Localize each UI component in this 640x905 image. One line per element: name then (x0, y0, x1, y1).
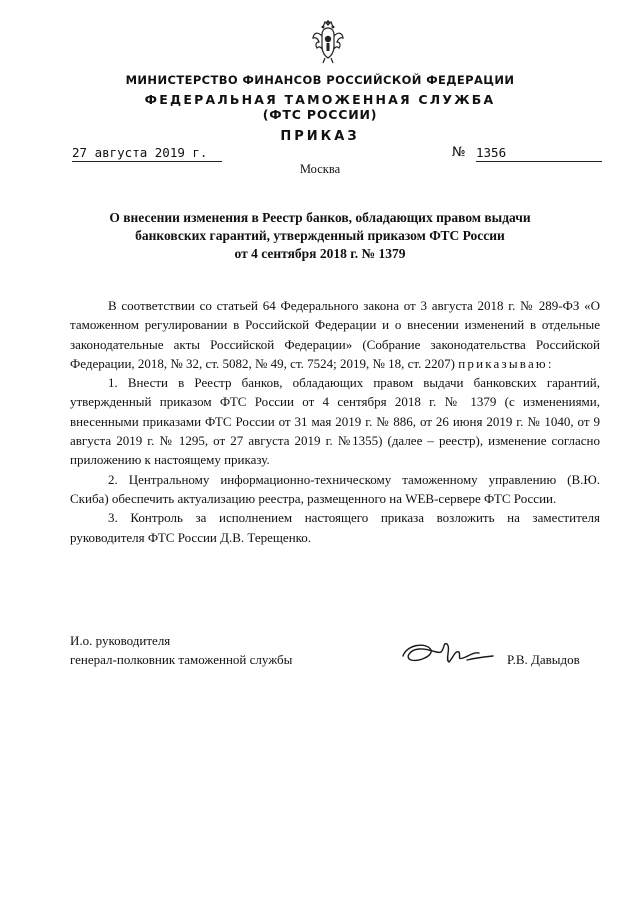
signer-position-line2: генерал-полковник таможенной службы (70, 652, 293, 667)
handwritten-signature-icon (397, 636, 497, 670)
double-headed-eagle-emblem-icon (311, 18, 345, 64)
service-name: ФЕДЕРАЛЬНАЯ ТАМОЖЕННАЯ СЛУЖБА (144, 92, 496, 107)
preamble-text: В соответствии со статьей 64 Федерального закона от 3 августа 2018 г. № 289-ФЗ «О таможенном регулировании в Российской Федерации и о внесении изменений в отдельные законодательные акты Российской Федерации» (Собрание законодательства Российской Федерации, 2018, № 32, ст. 5082, № 49, ст. 7524; 2019, № 18, ст. 2207) (70, 298, 600, 371)
document-type: ПРИКАЗ (280, 129, 360, 144)
city: Москва (299, 162, 341, 176)
preamble-paragraph (70, 296, 600, 373)
title-line: О внесении изменения в Реестр банков, обладающих правом выдачи (109, 210, 531, 225)
title-line: банковских гарантий, утвержденный приказом ФТС России (135, 228, 505, 243)
order-number: 1356 (476, 145, 602, 162)
document-title (80, 209, 560, 263)
signer-name: Р.В. Давыдов (507, 652, 580, 667)
signer-position-line1: И.о. руководителя (70, 633, 171, 648)
order-word: приказываю: (458, 355, 554, 371)
ministry-name: МИНИСТЕРСТВО ФИНАНСОВ РОССИЙСКОЙ ФЕДЕРАЦИИ (125, 73, 515, 87)
clause-3: 3. Контроль за исполнением настоящего приказа возложить на заместителя руководителя ФТС России Д.В. Терещенко. (70, 510, 600, 545)
clause-2: 2. Центральному информационно-техническому таможенному управлению (В.Ю. Скиба) обеспечить актуализацию реестра, размещенного на WEB-сервере ФТС России. (70, 471, 600, 506)
order-date: 27 августа 2019 г. (72, 145, 222, 162)
service-abbreviation: (ФТС РОССИИ) (262, 107, 378, 122)
clause-1: 1. Внести в Реестр банков, обладающих правом выдачи банковских гарантий, утвержденный приказом ФТС России от 4 сентября 2018 г. № 1379 (с изменениями, внесенными приказами ФТС России от 31 мая 2019 г. № 886, от 26 июня 2019 г. № 1040, от 9 августа 2019 г. № 1295, от 27 августа 2019 г. №1355) (далее – реестр), изменение согласно приложению к настоящему приказу. (70, 375, 600, 468)
order-number-label: № (452, 145, 466, 160)
title-line: от 4 сентября 2018 г. № 1379 (234, 246, 406, 261)
document-body (70, 296, 600, 547)
